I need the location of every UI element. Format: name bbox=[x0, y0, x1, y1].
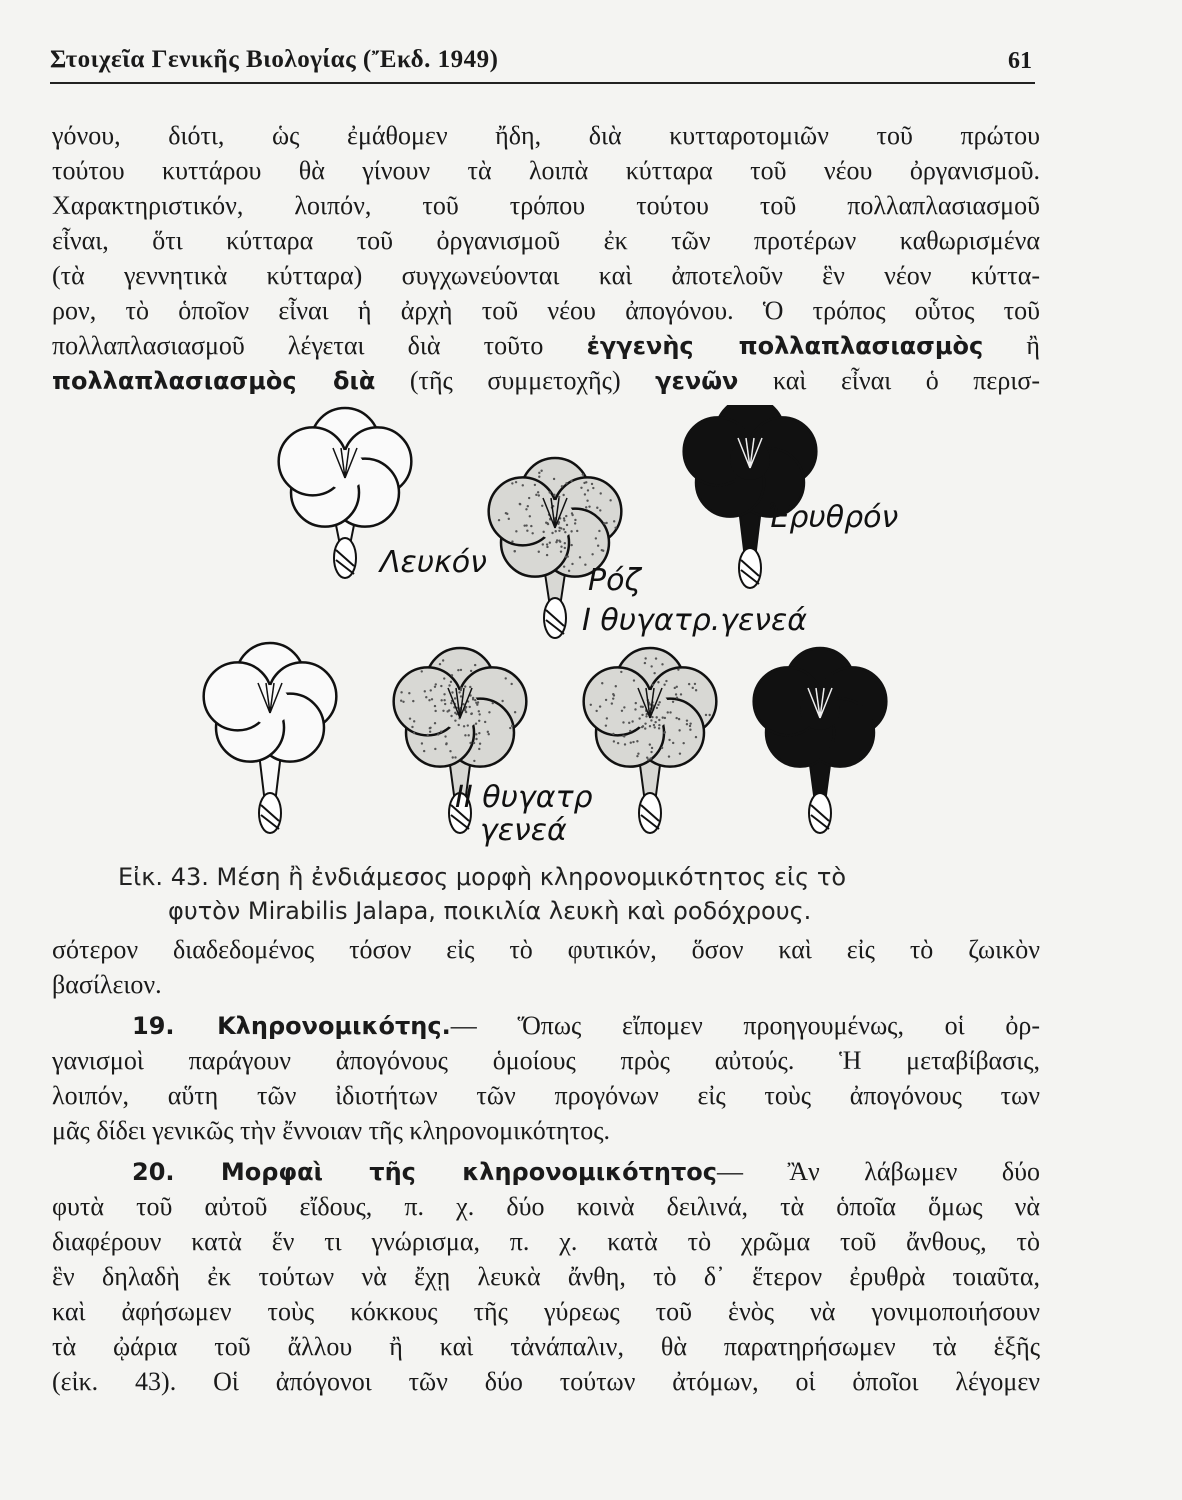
text-run: — Ὅπως εἴπομεν προηγουμένως, οἱ ὀρ- bbox=[450, 1011, 1040, 1040]
text-run: εἶναι, ὅτι κύτταρα τοῦ ὀργανισμοῦ ἐκ τῶν προτέρων καθωρισμένα bbox=[52, 226, 1040, 255]
caption-line: φυτὸν Mirabilis Jalapa, ποικιλία λευκὴ καὶ ροδόχρους. bbox=[168, 897, 812, 925]
text-run: σότερον διαδεδομένος τόσον εἰς τὸ φυτικόν, ὅσον καὶ εἰς τὸ ζωικὸν bbox=[52, 935, 1040, 964]
figure-caption bbox=[118, 860, 988, 928]
text-run: (εἰκ. 43). Οἱ ἀπόγονοι τῶν δύο τούτων ἀτόμων, οἱ ὁποῖοι λέγομεν bbox=[52, 1367, 1040, 1396]
figure-43 bbox=[180, 405, 940, 855]
text-run: (τὰ γεννητικὰ κύτταρα) συγχωνεύονται καὶ ἀποτελοῦν ἓν νέον κύττα- bbox=[52, 261, 1040, 290]
label-second-generation-1: II θυγατρ bbox=[455, 780, 593, 815]
text-run: καὶ ἀφήσωμεν τοὺς κόκκους τῆς γύρεως τοῦ ἑνὸς νὰ γονιμοποιήσουν bbox=[52, 1297, 1040, 1326]
text-run: φυτὰ τοῦ αὐτοῦ εἴδους, π. χ. δύο κοινὰ δειλινά, τὰ ὁποῖα ὅμως νὰ bbox=[52, 1192, 1040, 1221]
label-red: Ἐρυθρόν bbox=[768, 500, 899, 535]
label-pink: Ρόζ bbox=[588, 563, 641, 598]
text-run: — Ἂν λάβωμεν δύο bbox=[717, 1157, 1040, 1186]
text-run: λοιπόν, αὕτη τῶν ἰδιοτήτων τῶν προγόνων εἰς τοὺς ἀπογόνους των bbox=[52, 1081, 1040, 1110]
text-line bbox=[52, 223, 1040, 258]
text-line bbox=[52, 258, 1040, 293]
flower-pink bbox=[584, 648, 717, 833]
text-run: μᾶς δίδει γενικῶς τὴν ἔννοιαν τῆς κληρονομικότητος. bbox=[52, 1116, 610, 1145]
book-title: Στοιχεῖα Γενικῆς Βιολογίας (Ἔκδ. 1949) bbox=[50, 46, 499, 73]
paragraph bbox=[52, 1154, 1040, 1399]
text-line bbox=[52, 1078, 1040, 1113]
paragraph bbox=[52, 1008, 1040, 1148]
text-run: πολλαπλασιασμοῦ λέγεται διὰ τοῦτο bbox=[52, 331, 587, 360]
bottom-paragraphs bbox=[52, 932, 1040, 1405]
caption-line: Εἰκ. 43. Μέση ἢ ἐνδιάμεσος μορφὴ κληρονομικότητος εἰς τὸ bbox=[118, 863, 847, 891]
label-first-generation: I θυγατρ.γενεά bbox=[582, 603, 807, 638]
text-line bbox=[52, 1008, 1040, 1043]
text-run: καὶ εἶναι ὁ περισ- bbox=[738, 366, 1040, 395]
bold-term: 19. Κληρονομικότης. bbox=[132, 1012, 451, 1040]
top-paragraph bbox=[52, 118, 1040, 398]
flower-red bbox=[754, 648, 887, 833]
text-line bbox=[52, 328, 1040, 363]
bold-term: γενῶν bbox=[655, 367, 739, 395]
text-line bbox=[52, 363, 1040, 398]
text-run: Χαρακτηριστικόν, λοιπόν, τοῦ τρόπου τούτου τοῦ πολλαπλασιασμοῦ bbox=[52, 191, 1040, 220]
text-line bbox=[52, 118, 1040, 153]
text-run: (τῆς συμμετοχῆς) bbox=[375, 366, 656, 395]
text-line bbox=[52, 1224, 1040, 1259]
text-line bbox=[52, 1113, 1040, 1148]
header-rule bbox=[50, 82, 1035, 84]
text-line bbox=[52, 1259, 1040, 1294]
text-line bbox=[52, 188, 1040, 223]
text-run: βασίλειον. bbox=[52, 970, 162, 999]
text-run: γόνου, διότι, ὡς ἐμάθομεν ἤδη, διὰ κυτταροτομιῶν τοῦ πρώτου bbox=[52, 121, 1040, 150]
text-line bbox=[52, 293, 1040, 328]
bold-term: ἐγγενὴς πολλαπλασιασμὸς bbox=[586, 332, 984, 360]
text-line bbox=[52, 1329, 1040, 1364]
label-white: Λευκόν bbox=[380, 545, 487, 580]
page-number: 61 bbox=[1008, 48, 1032, 74]
text-run: διαφέρουν κατὰ ἕν τι γνώρισμα, π. χ. κατὰ τὸ χρῶμα τοῦ ἄνθους, τὸ bbox=[52, 1227, 1040, 1256]
text-line bbox=[52, 1189, 1040, 1224]
text-line bbox=[52, 1043, 1040, 1078]
text-line bbox=[52, 967, 1040, 1002]
bold-term: πολλαπλασιασμὸς διὰ bbox=[52, 367, 376, 395]
text-run: τούτου κυττάρου θὰ γίνουν τὰ λοιπὰ κύτταρα τοῦ νέου ὀργανισμοῦ. bbox=[52, 156, 1040, 185]
text-line bbox=[52, 932, 1040, 967]
flower-red bbox=[684, 405, 817, 588]
text-run: ἓν δηλαδὴ ἐκ τούτων νὰ ἔχῃ λευκὰ ἄνθη, τὸ δ᾽ ἕτερον ἐρυθρὰ τοιαῦτα, bbox=[52, 1262, 1040, 1291]
text-line bbox=[52, 153, 1040, 188]
paragraph bbox=[52, 932, 1040, 1002]
text-line bbox=[52, 1364, 1040, 1399]
text-run: τὰ ᾠάρια τοῦ ἄλλου ἢ καὶ τἀνάπαλιν, θὰ παρατηρήσωμεν τὰ ἑξῆς bbox=[52, 1332, 1040, 1361]
bold-term: 20. Μορφαὶ τῆς κληρονομικότητος bbox=[132, 1158, 718, 1186]
text-line bbox=[52, 1294, 1040, 1329]
text-run: ρον, τὸ ὁποῖον εἶναι ἡ ἀρχὴ τοῦ νέου ἀπογόνου. Ὁ τρόπος οὗτος τοῦ bbox=[52, 296, 1040, 325]
label-second-generation-2: γενεά bbox=[480, 813, 567, 848]
text-line bbox=[52, 1154, 1040, 1189]
text-run: ἢ bbox=[983, 331, 1040, 360]
flower-white bbox=[204, 643, 337, 833]
running-header bbox=[50, 44, 1040, 84]
text-run: γανισμοὶ παράγουν ἀπογόνους ὁμοίους πρὸς αὐτούς. Ἡ μεταβίβασις, bbox=[52, 1046, 1040, 1075]
